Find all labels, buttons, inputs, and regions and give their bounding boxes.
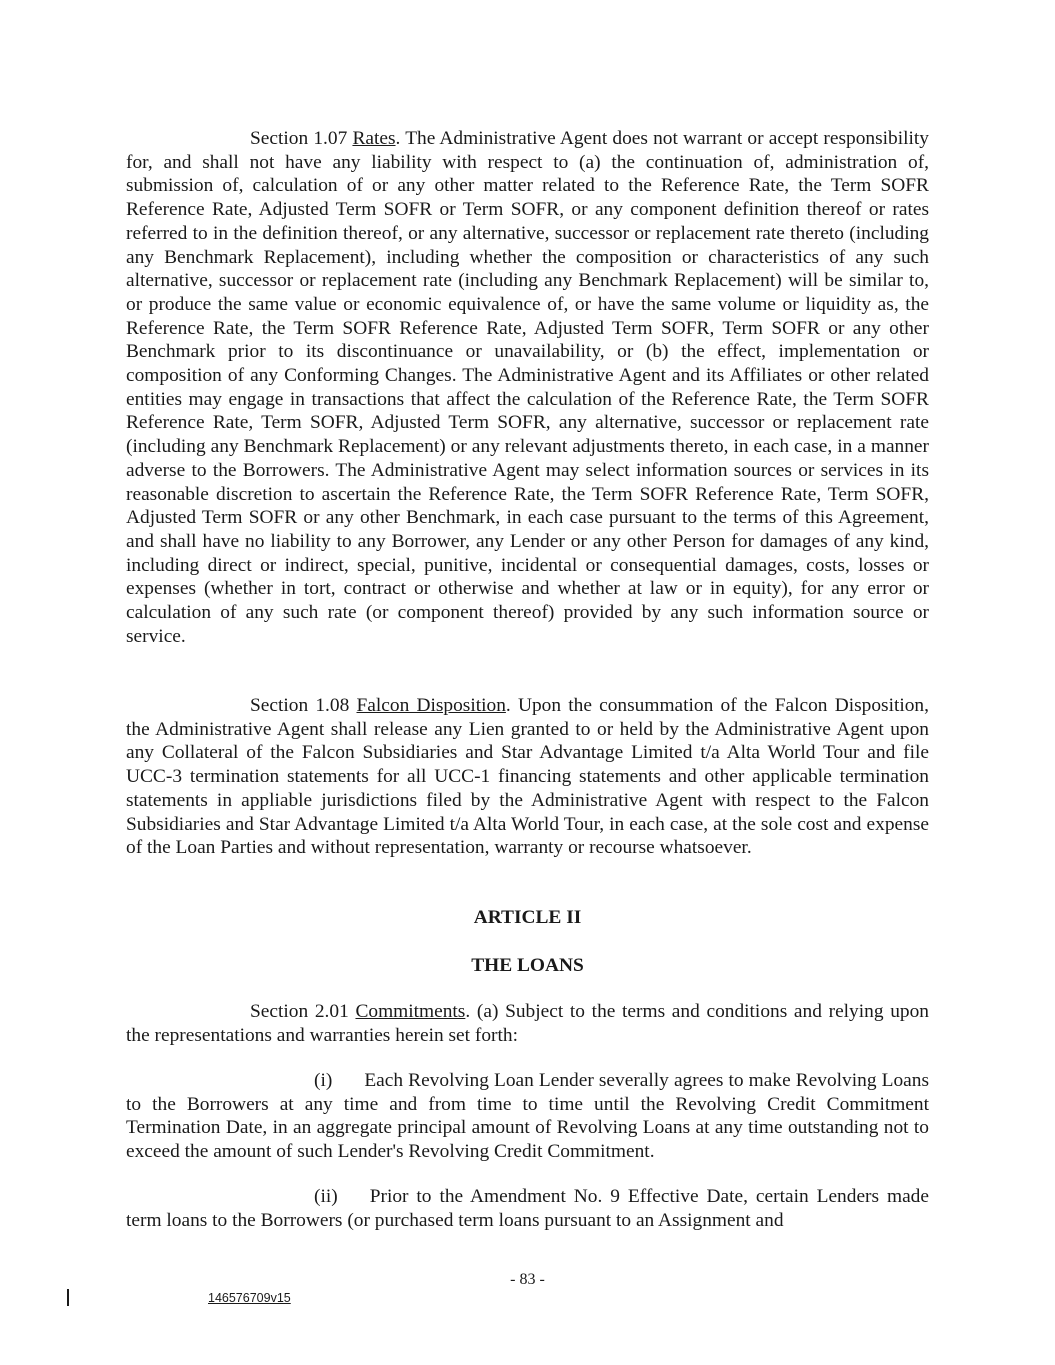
section-1-08-paragraph bbox=[126, 694, 929, 860]
section-2-01-title: Commitments bbox=[355, 1001, 466, 1022]
section-1-08-title: Falcon Disposition bbox=[356, 695, 506, 716]
clause-i-text: Each Revolving Loan Lender severally agrees to make Revolving Loans to the Borrowers at any time and from time to time until the Revolving Credit Commitment Termination Date, in an aggregate principal amount of Revolving Loans at any time outstanding not to exceed the amount of such Lender's Revolving Credit Commitment. bbox=[126, 1070, 929, 1163]
clause-ii-paragraph bbox=[126, 1185, 929, 1232]
section-1-07-title: Rates bbox=[352, 128, 396, 149]
section-2-01-number: Section 2.01 bbox=[250, 1001, 349, 1022]
page-number: - 83 - bbox=[510, 1271, 545, 1288]
article-number: ARTICLE II bbox=[473, 907, 582, 928]
article-title: THE LOANS bbox=[471, 955, 584, 976]
section-1-08-number: Section 1.08 bbox=[250, 695, 350, 716]
section-1-07-paragraph bbox=[126, 127, 929, 648]
clause-i-label: (i) bbox=[314, 1070, 333, 1091]
clause-ii-text: Prior to the Amendment No. 9 Effective Date, certain Lenders made term loans to the Borrowers (or purchased term loans pursuant to an Assignment and bbox=[126, 1186, 929, 1231]
section-1-07-number: Section 1.07 bbox=[250, 128, 348, 149]
section-2-01-paragraph bbox=[126, 1000, 929, 1047]
section-2-01-text: . (a) Subject to the terms and conditions and relying upon the representations and warranties herein set forth: bbox=[126, 1001, 929, 1046]
revision-change-bar bbox=[67, 1289, 69, 1306]
clause-i-paragraph bbox=[126, 1069, 929, 1164]
document-id: 146576709v15 bbox=[208, 1291, 291, 1305]
section-1-07-text: . The Administrative Agent does not warrant or accept responsibility for, and shall not have any liability with respect to (a) the continuation of, administration of, submission of, calculation of or any other matter related to the Reference Rate, the Term SOFR Reference Rate, Adjusted Term SOFR or Term SOFR, or any component definition thereof or rates referred to in the definition thereof, or any alternative, successor or replacement rate thereto (including any Benchmark Replacement), including whether the composition or characteristics of any such alternative, successor or replacement rate (including any Benchmark Replacement) will be similar to, or produce the same value or economic equivalence of, or have the same volume or liquidity as, the Reference Rate, the Term SOFR Reference Rate, Adjusted Term SOFR, Term SOFR or any other Benchmark prior to its discontinuance or unavailability, or (b) the effect, implementation or composition of any Conforming Changes. The Administrative Agent and its Affiliates or other related entities may engage in transactions that affect the calculation of the Reference Rate, the Term SOFR Reference Rate, Term SOFR, Adjusted Term SOFR, any alternative, successor or replacement rate (including any Benchmark Replacement) or any relevant adjustments thereto, in each case, in a manner adverse to the Borrowers. The Administrative Agent may select information sources or services in its reasonable discretion to ascertain the Reference Rate, the Term SOFR Reference Rate, Term SOFR, Adjusted Term SOFR or any other Benchmark, in each case pursuant to the terms of this Agreement, and shall have no liability to any Borrower, any Lender or any other Person for damages of any kind, including direct or indirect, special, punitive, incidental or consequential damages, costs, losses or expenses (whether in tort, contract or otherwise and whether at law or in equity), for any error or calculation of any such rate (or component thereof) provided by any such information source or service. bbox=[126, 128, 929, 647]
clause-ii-label: (ii) bbox=[314, 1186, 338, 1207]
section-1-08-text: . Upon the consummation of the Falcon Disposition, the Administrative Agent shall release any Lien granted to or held by the Administrative Agent upon any Collateral of the Falcon Subsidiaries and Star Advantage Limited t/a Alta World Tour and file UCC-3 termination statements for all UCC-1 financing statements and other applicable termination statements in appliable jurisdictions filed by the Administrative Agent with respect to the Falcon Subsidiaries and Star Advantage Limited t/a Alta World Tour, in each case, at the sole cost and expense of the Loan Parties and without representation, warranty or recourse whatsoever. bbox=[126, 695, 929, 859]
